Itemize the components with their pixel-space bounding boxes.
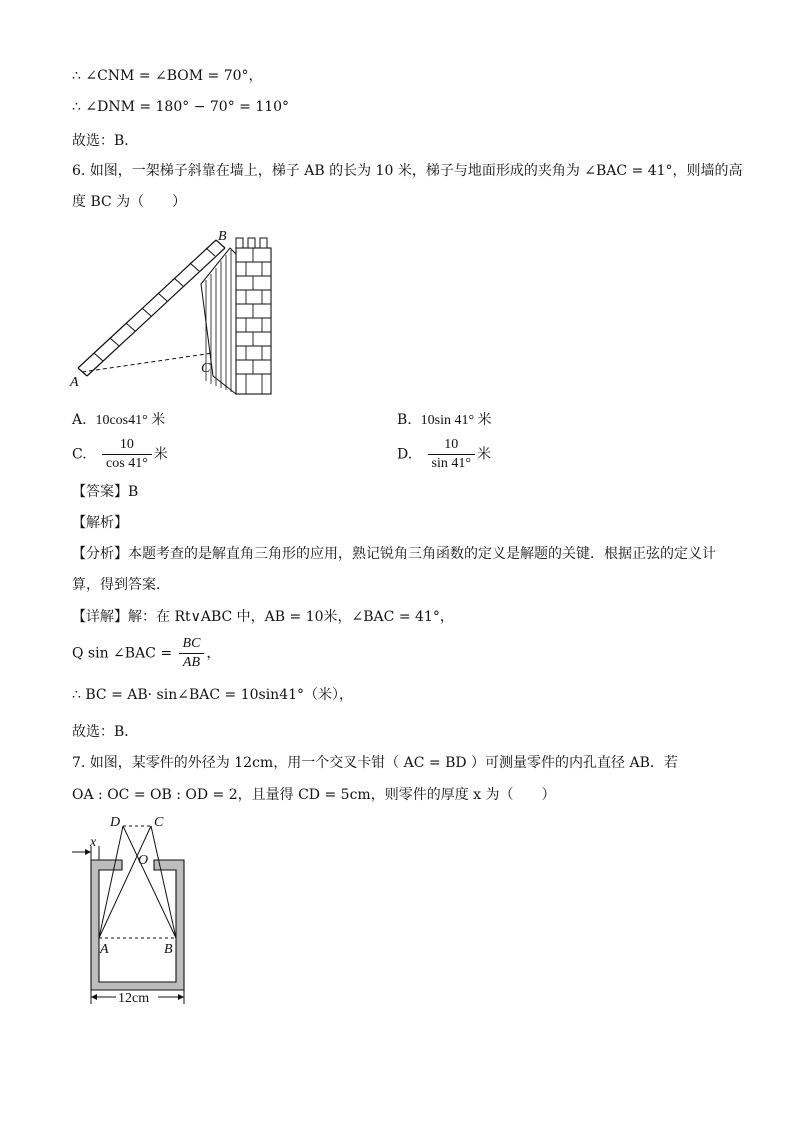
ladder-wall-figure — [68, 226, 278, 396]
q6-option-a[interactable]: A. 10cos41° 米 — [72, 412, 166, 428]
q6-choice: 故选：B． — [72, 724, 139, 740]
q7-stem-line-1: 7. 如图，某零件的外径为 12cm，用一个交叉卡钳（ AC = BD ）可测量零件的内孔直径 AB．若 — [72, 755, 678, 771]
q6-sin-formula: Q sin ∠BAC = $\frac{BC}{AB}$ ， — [72, 636, 221, 670]
q6-result: ∴ BC = AB· sin∠BAC = 10sin41°（米）， — [72, 687, 354, 703]
fraction: $\frac{BC}{AB}$ — [179, 635, 205, 672]
fraction: $\frac{10}{\sin 41^\circ}$ — [428, 436, 475, 473]
label-c: C — [201, 361, 211, 376]
q6-option-b[interactable]: B. 10sin 41° 米 — [397, 412, 492, 428]
prev-line-2: ∴ ∠DNM = 180° − 70° = 110° — [72, 99, 290, 115]
q6-option-d[interactable]: D. $\frac{10}{\sin 41^\circ}$ 米 — [397, 437, 491, 471]
q6-analysis-title: 【解析】 — [72, 515, 128, 531]
label-c: C — [154, 815, 164, 830]
label-x: x — [90, 835, 97, 850]
label-a: A — [70, 375, 79, 390]
label-o: O — [138, 853, 149, 868]
q6-stem-line-1: 6. 如图，一架梯子斜靠在墙上，梯子 AB 的长为 10 米，梯子与地面形成的夹角为 ∠BAC = 41°，则墙的高 — [72, 163, 743, 179]
prev-line-1: ∴ ∠CNM = ∠BOM = 70°， — [72, 68, 263, 84]
label-d: D — [110, 815, 121, 830]
label-12cm: 12cm — [118, 991, 150, 1006]
prev-choice: 故选：B． — [72, 133, 139, 149]
q6-stem-line-2: 度 BC 为（ ） — [72, 194, 187, 210]
q6-answer: 【答案】B — [72, 484, 139, 500]
q6-analysis-line-1: 【分析】本题考查的是解直角三角形的应用，熟记锐角三角函数的定义是解题的关键．根据正弦的定义计 — [72, 546, 716, 562]
label-a: A — [100, 942, 109, 957]
fraction: $\frac{10}{\cos 41^\circ}$ — [102, 436, 152, 473]
q6-option-c[interactable]: C. $\frac{10}{\cos 41^\circ}$ 米 — [72, 437, 168, 471]
q6-detail: 【详解】解：在 Rt∨ABC 中，AB = 10米，∠BAC = 41°， — [72, 609, 454, 625]
label-b: B — [218, 229, 227, 244]
q7-stem-line-2: OA : OC = OB : OD = 2，且量得 CD = 5cm，则零件的厚度 x 为（ ） — [72, 787, 556, 803]
caliper-part-figure — [66, 814, 206, 1014]
label-b: B — [164, 942, 173, 957]
q6-analysis-line-2: 算，得到答案． — [72, 577, 170, 593]
